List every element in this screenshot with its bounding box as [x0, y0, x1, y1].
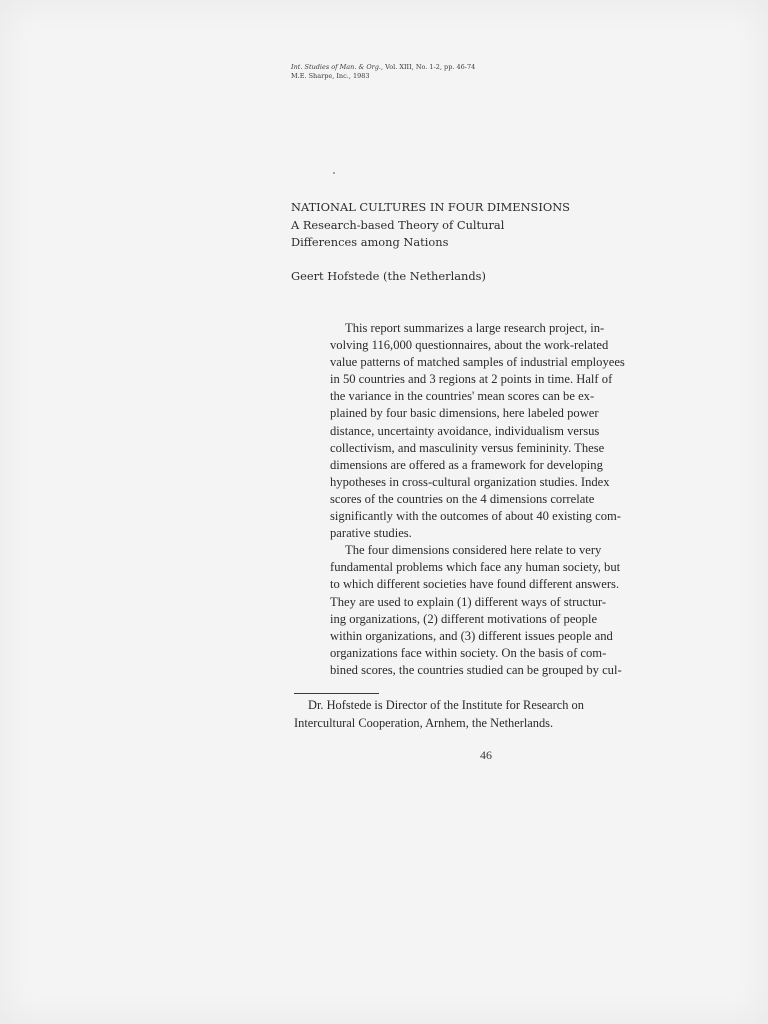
running-head [291, 63, 475, 81]
abstract-line: The four dimensions considered here relate to very [345, 543, 602, 558]
author-line: Geert Hofstede (the Netherlands) [291, 269, 486, 283]
abstract-line: collectivism, and masculinity versus femininity. These [330, 440, 605, 455]
journal-citation [291, 63, 475, 72]
abstract-line: dimensions are offered as a framework for developing [330, 457, 603, 472]
abstract-line: plained by four basic dimensions, here labeled power [330, 406, 599, 421]
abstract-line: ing organizations, (2) different motivations of people [330, 611, 598, 626]
abstract-line: within organizations, and (3) different issues people and [330, 628, 613, 643]
article-subtitle-line-2: Differences among Nations [291, 235, 449, 249]
journal-volume: , Vol. XIII, No. 1-2, pp. 46-74 [381, 63, 476, 71]
abstract-line: bined scores, the countries studied can be grouped by cul- [330, 662, 622, 677]
publisher-line: M.E. Sharpe, Inc., 1983 [291, 72, 370, 80]
footnote-line: Intercultural Cooperation, Arnhem, the Netherlands. [294, 716, 554, 730]
abstract-line: the variance in the countries' mean scores can be ex- [330, 389, 595, 404]
article-title: NATIONAL CULTURES IN FOUR DIMENSIONS [291, 200, 570, 214]
scan-speck [333, 172, 335, 174]
article-subtitle-line-1: A Research-based Theory of Cultural [291, 217, 505, 232]
journal-name: Int. Studies of Man. & Org. [291, 63, 381, 71]
page-number: 46 [480, 748, 492, 762]
abstract-line: They are used to explain (1) different ways of structur- [330, 594, 607, 609]
abstract-line: This report summarizes a large research project, in- [345, 321, 605, 335]
abstract-line: significantly with the outcomes of about 40 existing com- [330, 509, 622, 524]
abstract-line: scores of the countries on the 4 dimensions correlate [330, 491, 595, 506]
abstract-line: value patterns of matched samples of industrial employees [330, 355, 625, 370]
abstract-line: hypotheses in cross-cultural organization studies. Index [330, 474, 610, 489]
footnote-line: Dr. Hofstede is Director of the Institute for Research on [308, 698, 584, 712]
abstract-line: parative studies. [330, 526, 412, 541]
abstract-line: distance, uncertainty avoidance, individualism versus [330, 423, 600, 438]
abstract-line: to which different societies have found different answers. [330, 577, 620, 592]
abstract [330, 320, 625, 679]
abstract-line: fundamental problems which face any human society, but [330, 560, 621, 575]
abstract-line: volving 116,000 questionnaires, about the work-related [330, 338, 609, 353]
footnote-rule [294, 693, 379, 694]
author-footnote [294, 696, 584, 732]
article-title-block [291, 199, 570, 252]
abstract-line: organizations face within society. On the basis of com- [330, 645, 607, 660]
abstract-line: in 50 countries and 3 regions at 2 points in time. Half of [330, 372, 613, 387]
